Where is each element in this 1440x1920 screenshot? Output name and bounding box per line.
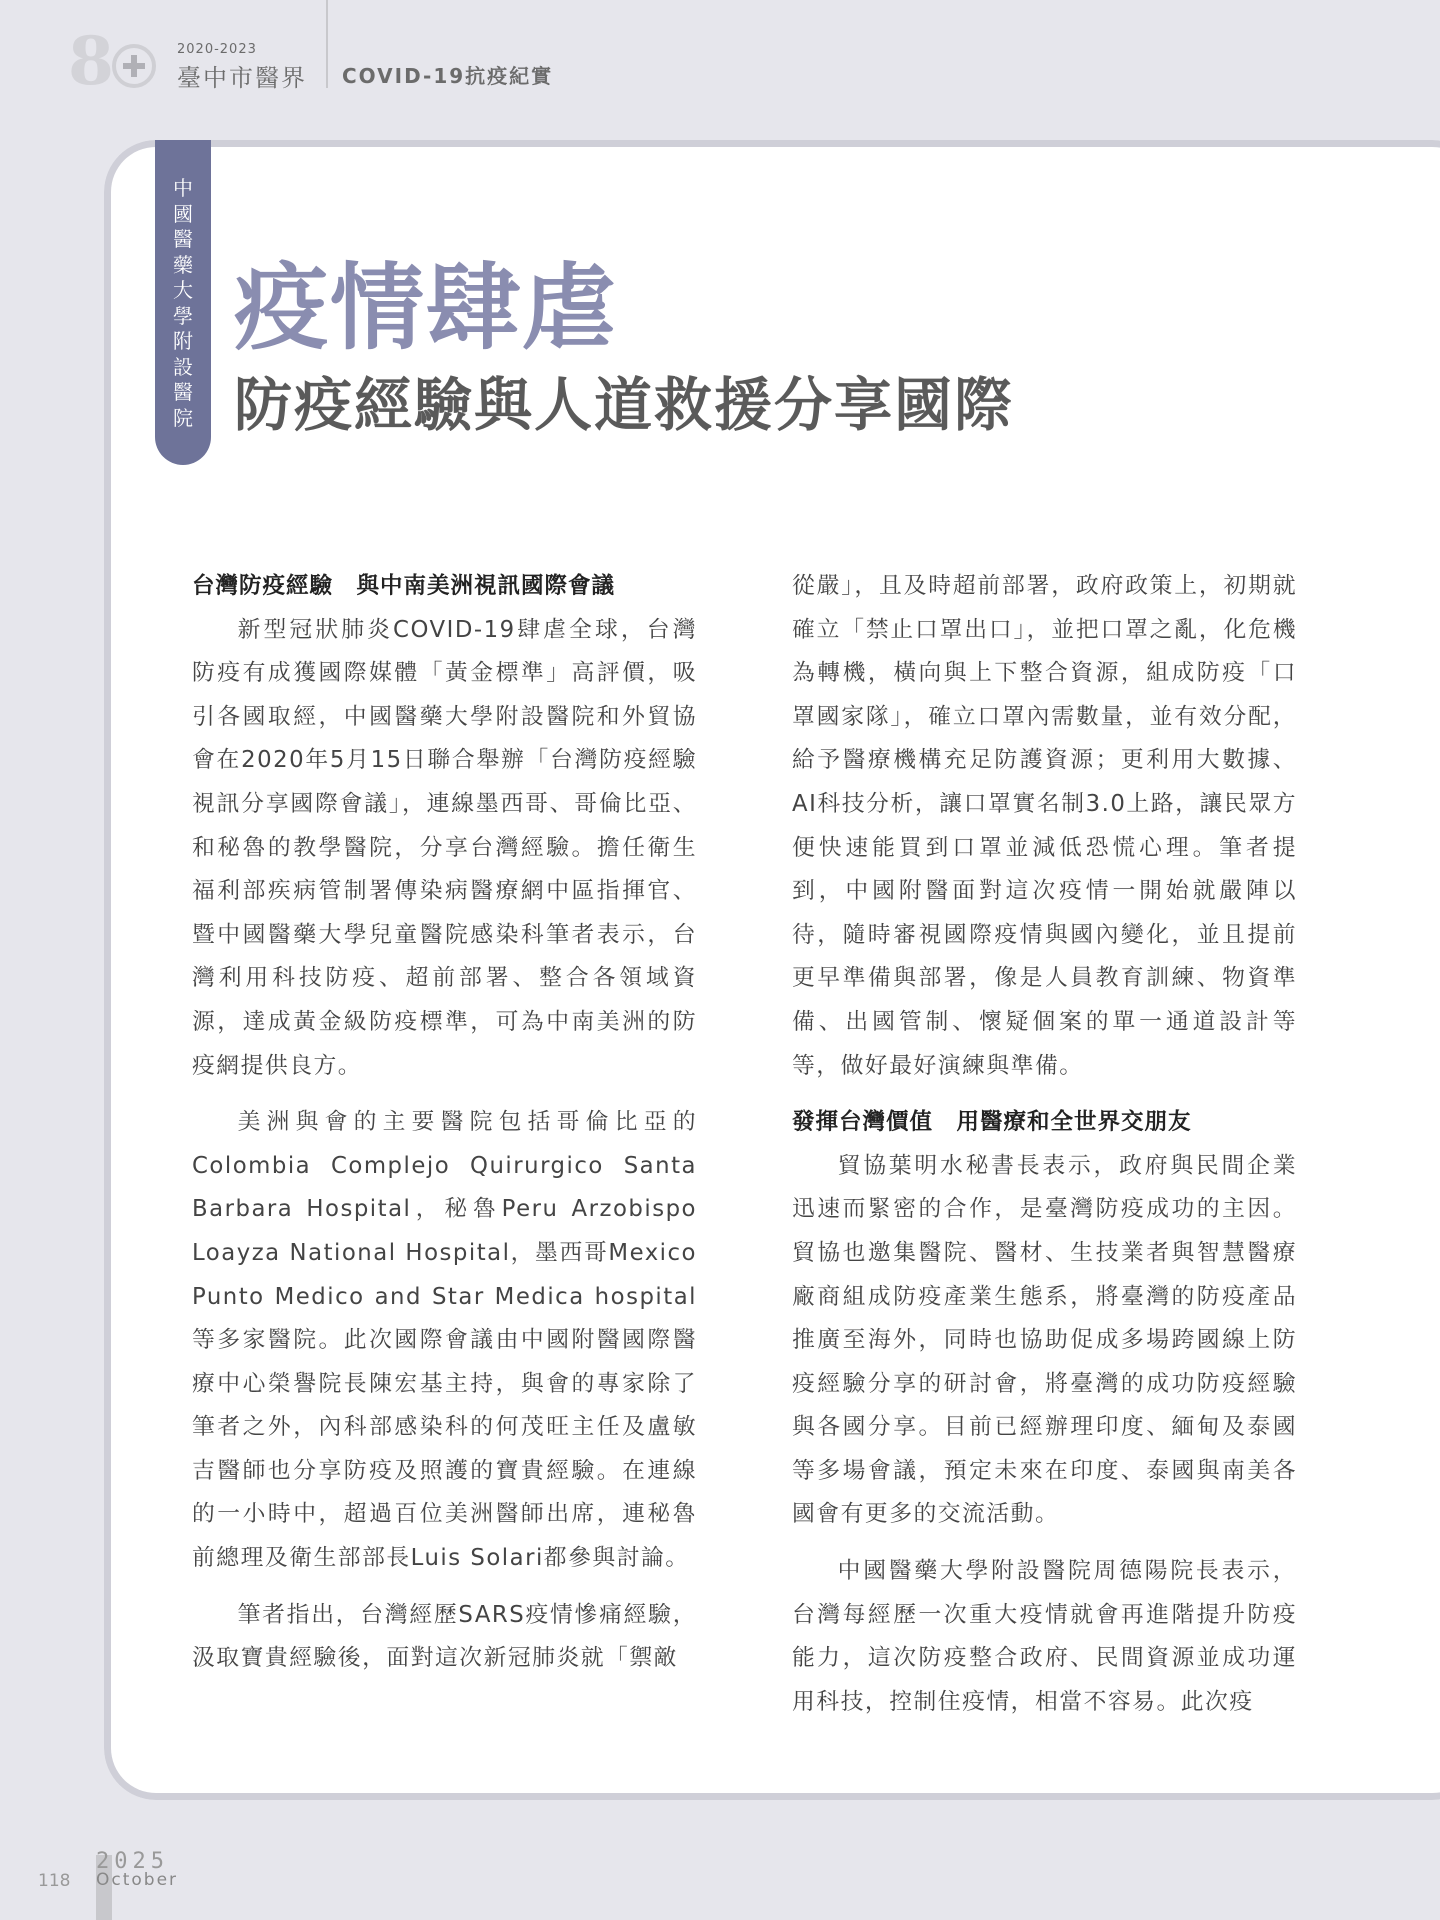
paragraph: 中國醫藥大學附設醫院周德陽院長表示，台灣每經歷一次重大疫情就會再進階提升防疫能力，這次防疫整合政府、民間資源並成功運用科技，控制住疫情，相當不容易。此次疫	[792, 1558, 1297, 1715]
header-divider	[326, 0, 328, 88]
hospital-tab	[155, 140, 211, 465]
article-subtitle: 防疫經驗與人道救援分享國際	[234, 371, 1015, 439]
paragraph: 筆者指出，台灣經歷SARS疫情慘痛經驗，汲取寶貴經驗後，面對這次新冠肺炎就「禦敵	[192, 1601, 697, 1672]
paragraph: 新型冠狀肺炎COVID-19肆虐全球，台灣防疫有成獲國際媒體「黃金標準」高評價，吸引各國取經，中國醫藥大學附設醫院和外貿協會在2020年5月15日聯合舉辦「台灣防疫經驗視訊分享國際會議」，連線墨西哥、哥倫比亞、和秘魯的教學醫院，分享台灣經驗。擔任衛生福利部疾病管制署傳染病醫療網中區指揮官、暨中國醫藥大學兒童醫院感染科筆者表示，台灣利用科技防疫、超前部署、整合各領域資源，達成黃金級防疫標準，可為中南美洲的防疫網提供良方。	[192, 616, 697, 1079]
paragraph: 貿協葉明水秘書長表示，政府與民間企業迅速而緊密的合作，是臺灣防疫成功的主因。貿協也邀集醫院、醫材、生技業者與智慧醫療廠商組成防疫產業生態系，將臺灣的防疫產品推廣至海外，同時也協助促成多場跨國線上防疫經驗分享的研討會，將臺灣的成功防疫經驗與各國分享。目前已經辦理印度、緬甸及泰國等多場會議，預定未來在印度、泰國與南美各國會有更多的交流活動。	[792, 1152, 1297, 1528]
page-header	[0, 0, 1440, 140]
left-column	[192, 565, 697, 1681]
section-heading-1: 台灣防疫經驗 與中南美洲視訊國際會議	[192, 573, 616, 599]
page-number: 118	[38, 1871, 71, 1891]
article-title: 疫情肆虐	[234, 254, 619, 363]
section-heading-2: 發揮台灣價值 用醫療和全世界交朋友	[792, 1109, 1192, 1136]
paragraph: 從嚴」，且及時超前部署，政府政策上，初期就確立「禁止口罩出口」，並把口罩之亂，化危機為轉機，橫向與上下整合資源，組成防疫「口罩國家隊」，確立口罩內需數量，並有效分配，給予醫療機構充足防護資源；更利用大數據、AI科技分析，讓口罩實名制3.0上路，讓民眾方便快速能買到口罩並減低恐慌心理。筆者提到，中國附醫面對這次疫情一開始就嚴陣以待，隨時審視國際疫情與國內變化，並且提前更早準備與部署，像是人員教育訓練、物資準備、出國管制、懷疑個案的單一通道設計等等，做好最好演練與準備。	[792, 573, 1297, 1079]
right-column	[792, 565, 1297, 1724]
paragraph: 美洲與會的主要醫院包括哥倫比亞的Colombia Complejo Quirurgico Santa Barbara Hospital，秘魯Peru Arzobispo Loayza National Hospital，墨西哥Mexico Punto Medico and Star Medica hospital等多家醫院。此次國際會議由中國附醫國際醫療中心榮譽院長陳宏基主持，與會的專家除了筆者之外，內科部感染科的何茂旺主任及盧敏吉醫師也分享防疫及照護的寶貴經驗。在連線的一小時中，超過百位美洲醫師出席，連秘魯前總理及衛生部部長Luis Solari都參與討論。	[192, 1109, 697, 1572]
header-years: 2020-2023	[177, 42, 257, 57]
medical-cross-icon	[123, 55, 145, 77]
footer-month: October	[96, 1870, 179, 1890]
hospital-name-vertical: 中 國 醫 藥 大 學 附 設 醫 院	[173, 176, 193, 430]
footer-year: 2025	[96, 1849, 169, 1874]
header-org: 臺中市醫界	[177, 64, 307, 92]
header-subtitle: COVID-19抗疫紀實	[342, 64, 554, 88]
80th-anniversary-logo: 8	[68, 34, 163, 98]
